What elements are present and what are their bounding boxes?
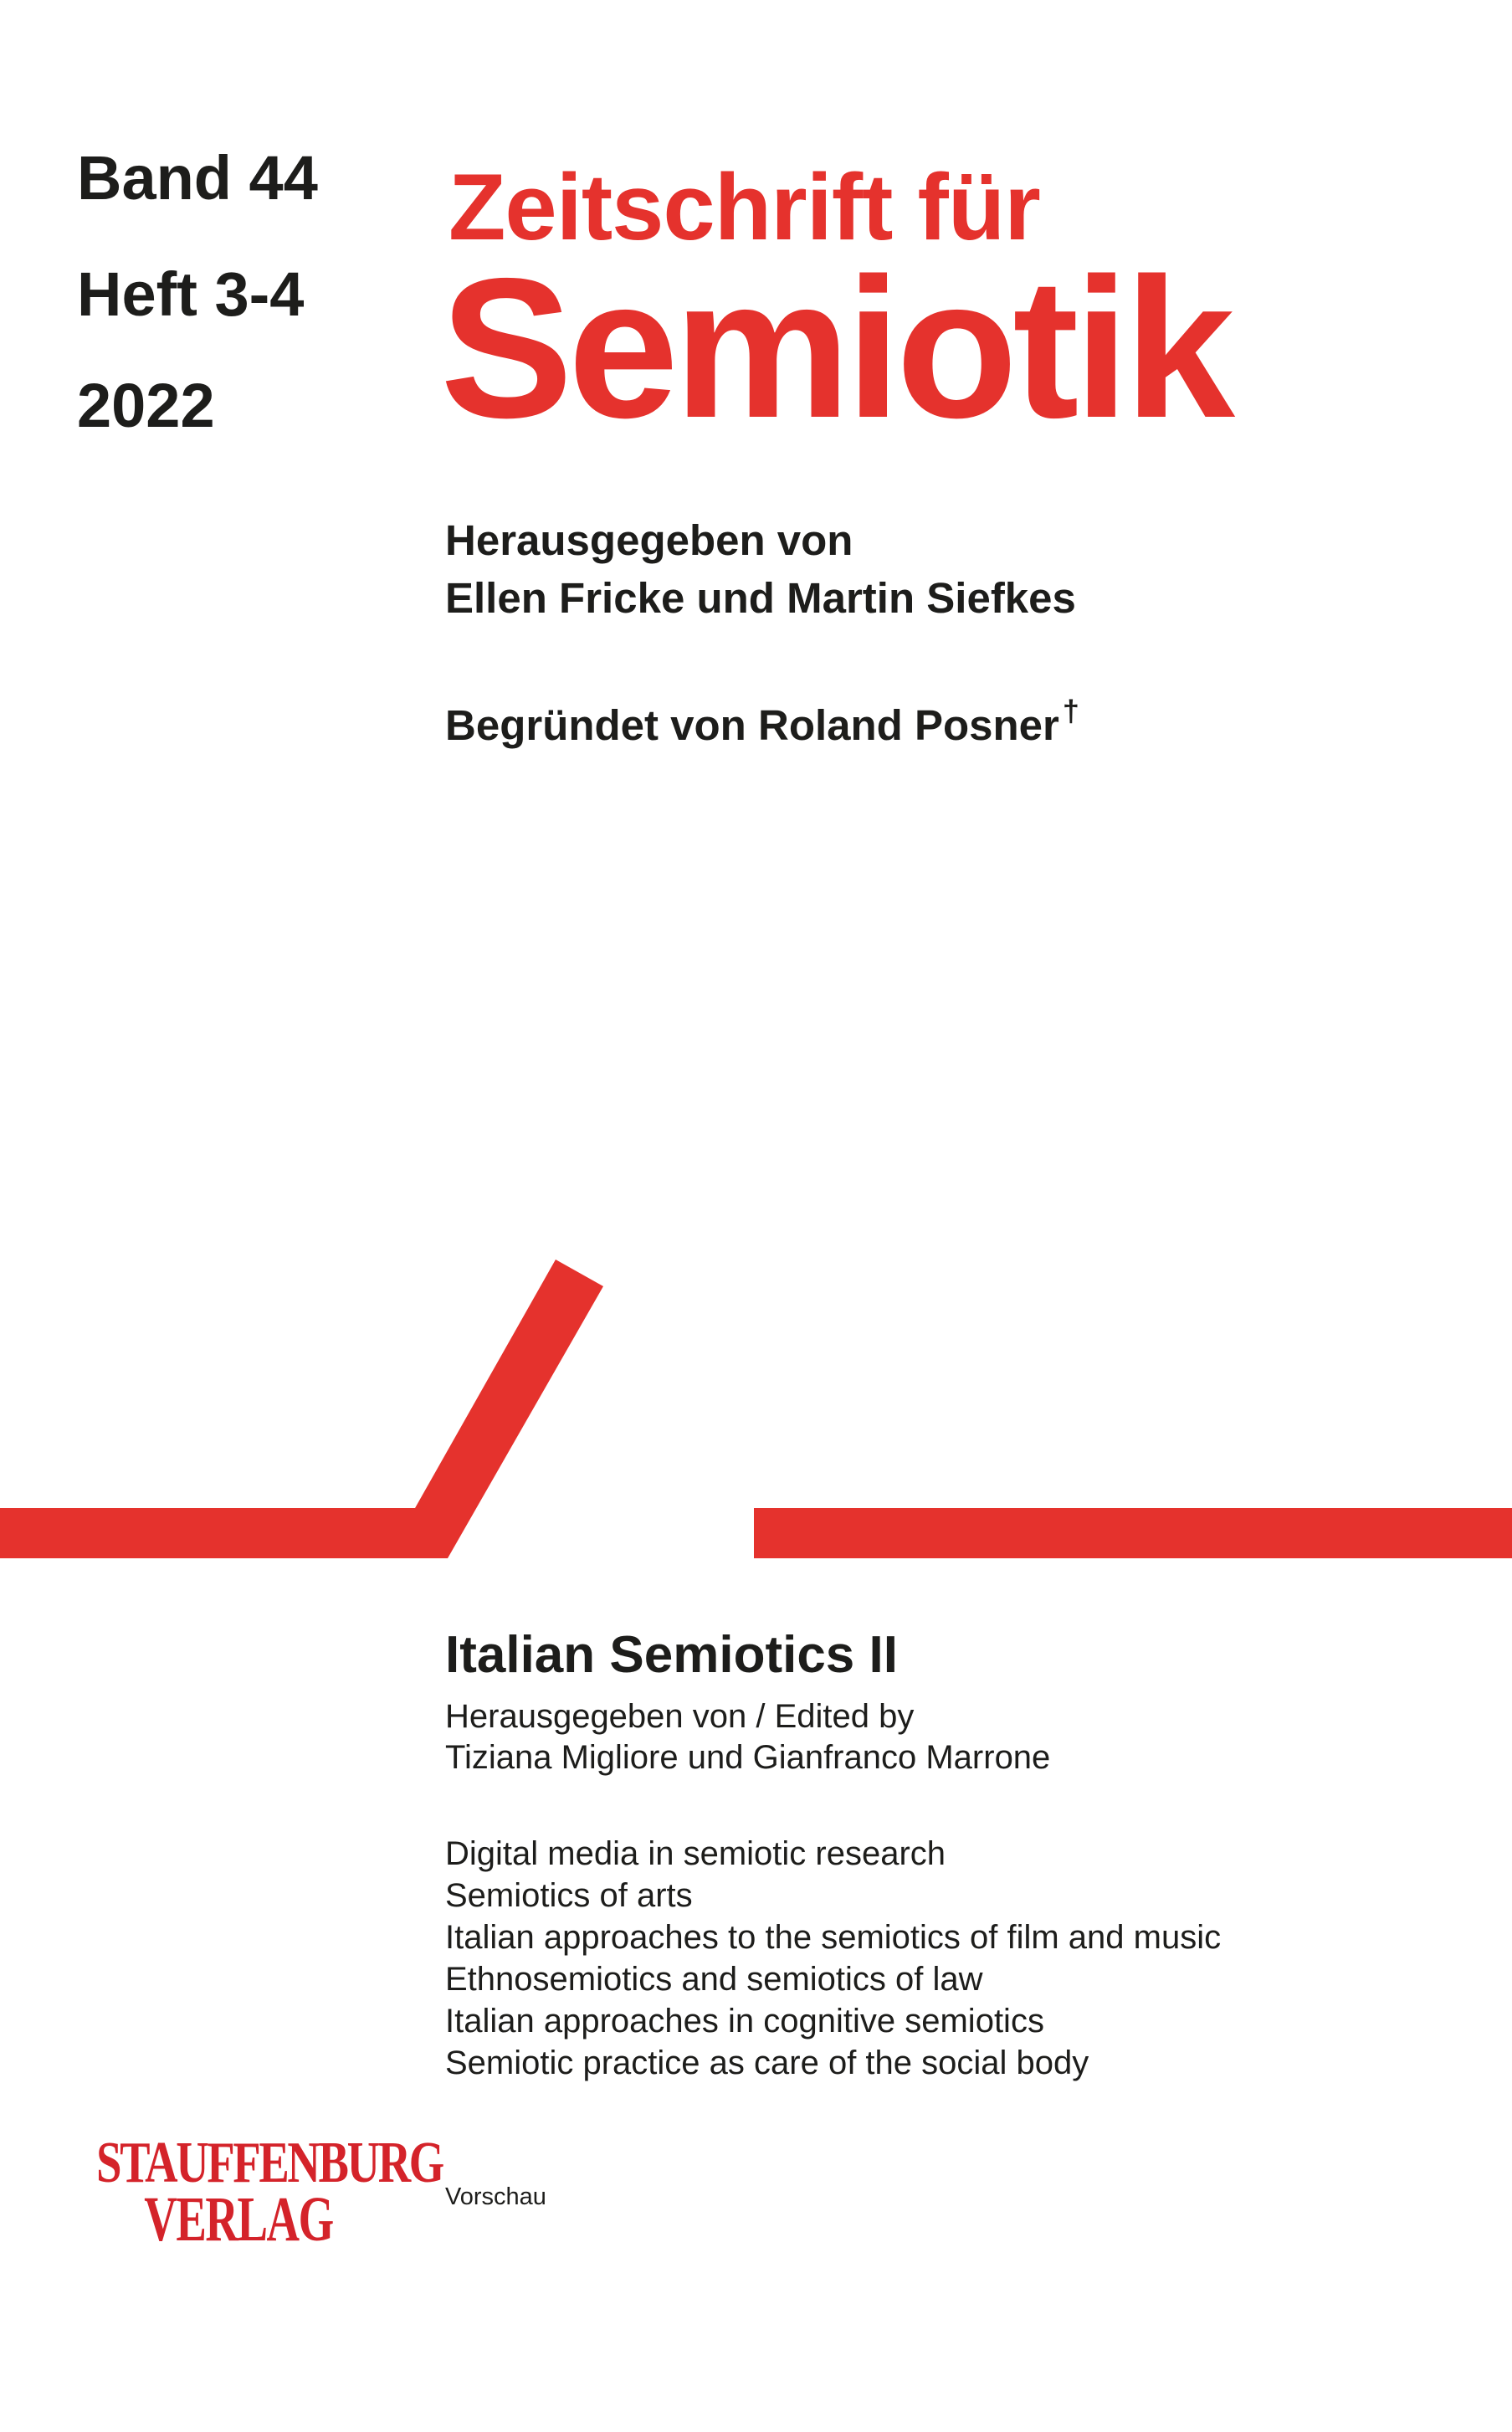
topic-item: Italian approaches to the semiotics of film and music xyxy=(445,1919,1222,1956)
theme-edited-label: Herausgegeben von / Edited by xyxy=(445,1698,915,1735)
red-bar-left xyxy=(0,1260,603,1558)
publisher-logo-line1: STAUFFENBURG xyxy=(96,2131,443,2195)
publisher-logo xyxy=(59,2131,443,2255)
publisher-logo-line2: VERLAG xyxy=(144,2184,333,2255)
red-bar-right xyxy=(754,1508,1512,1558)
theme-title: Italian Semiotics II xyxy=(445,1626,898,1684)
editors-label: Herausgegeben von xyxy=(445,516,853,564)
journal-title-line1: Zeitschrift für xyxy=(448,155,1040,259)
preview-label: Vorschau xyxy=(445,2183,546,2210)
topic-list xyxy=(445,1833,1221,2084)
theme-editors: Tiziana Migliore und Gianfranco Marrone xyxy=(445,1739,1051,1776)
dagger-mark: † xyxy=(1062,694,1079,728)
topic-item: Digital media in semiotic research xyxy=(445,1835,946,1872)
issue-number-label: Heft 3-4 xyxy=(77,259,305,329)
journal-title-line2: Semiotik xyxy=(440,238,1230,459)
founder-text: Begründet von Roland Posner xyxy=(445,701,1059,749)
topic-item: Semiotic practice as care of the social body xyxy=(445,2045,1089,2081)
editors-names: Ellen Fricke und Martin Siefkes xyxy=(445,574,1076,622)
topic-item: Italian approaches in cognitive semiotics xyxy=(445,2003,1044,2039)
year-label: 2022 xyxy=(77,371,215,440)
topic-item: Ethnosemiotics and semiotics of law xyxy=(445,1961,983,1998)
topic-item: Semiotics of arts xyxy=(445,1877,693,1914)
volume-label: Band 44 xyxy=(77,143,318,213)
